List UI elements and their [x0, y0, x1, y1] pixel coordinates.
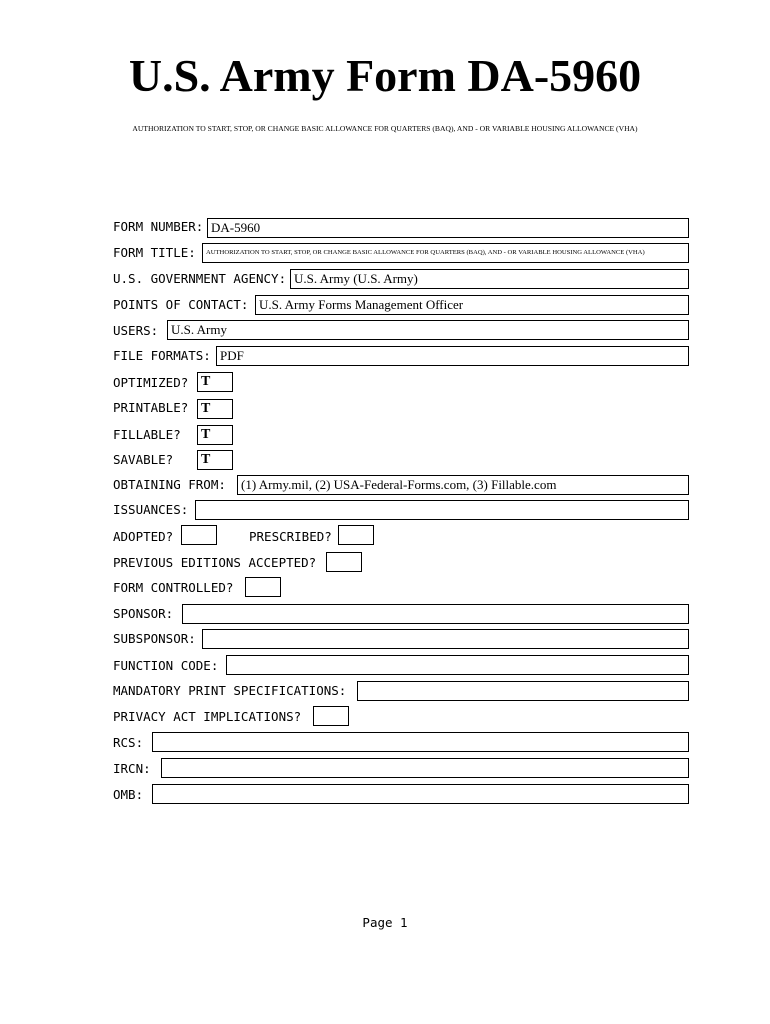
print-specs-label: MANDATORY PRINT SPECIFICATIONS: [113, 683, 347, 698]
subsponsor-label: SUBSPONSOR: [113, 631, 196, 646]
contact-field[interactable]: U.S. Army Forms Management Officer [255, 295, 689, 315]
ircn-label: IRCN: [113, 761, 151, 776]
optimized-label: OPTIMIZED? [113, 375, 189, 390]
file-formats-field[interactable]: PDF [216, 346, 689, 366]
page-subtitle: AUTHORIZATION TO START, STOP, OR CHANGE BASIC ALLOWANCE FOR QUARTERS (BAQ), AND - OR VARIABLE HOUSING ALLOWANCE (VHA) [132, 124, 638, 133]
page-title: U.S. Army Form DA-5960 [128, 50, 642, 101]
adopted-label: ADOPTED? [113, 529, 174, 544]
issuances-field[interactable] [195, 500, 689, 520]
printable-field[interactable]: T [197, 399, 233, 419]
prescribed-field[interactable] [338, 525, 374, 545]
function-code-label: FUNCTION CODE: [113, 658, 219, 673]
agency-label: U.S. GOVERNMENT AGENCY: [113, 271, 287, 286]
ircn-field[interactable] [161, 758, 689, 778]
form-controlled-field[interactable] [245, 577, 281, 597]
privacy-act-field[interactable] [313, 706, 349, 726]
omb-label: OMB: [113, 787, 144, 802]
fillable-field[interactable]: T [197, 425, 233, 445]
form-number-label: FORM NUMBER: [113, 219, 204, 234]
previous-editions-field[interactable] [326, 552, 362, 572]
page-number: Page 1 [362, 915, 408, 930]
contact-label: POINTS OF CONTACT: [113, 297, 249, 312]
file-formats-label: FILE FORMATS: [113, 348, 211, 363]
adopted-field[interactable] [181, 525, 217, 545]
subsponsor-field[interactable] [202, 629, 689, 649]
savable-label: SAVABLE? [113, 452, 174, 467]
savable-field[interactable]: T [197, 450, 233, 470]
form-controlled-label: FORM CONTROLLED? [113, 580, 234, 595]
privacy-act-label: PRIVACY ACT IMPLICATIONS? [113, 709, 302, 724]
form-title-label: FORM TITLE: [113, 245, 196, 260]
issuances-label: ISSUANCES: [113, 502, 189, 517]
obtaining-from-label: OBTAINING FROM: [113, 477, 226, 492]
obtaining-from-field[interactable]: (1) Army.mil, (2) USA-Federal-Forms.com, (3) Fillable.com [237, 475, 689, 495]
form-number-field[interactable]: DA-5960 [207, 218, 689, 238]
prescribed-label: PRESCRIBED? [249, 529, 332, 544]
users-field[interactable]: U.S. Army [167, 320, 689, 340]
omb-field[interactable] [152, 784, 689, 804]
rcs-label: RCS: [113, 735, 144, 750]
print-specs-field[interactable] [357, 681, 689, 701]
function-code-field[interactable] [226, 655, 689, 675]
fillable-label: FILLABLE? [113, 427, 181, 442]
optimized-field[interactable]: T [197, 372, 233, 392]
sponsor-label: SPONSOR: [113, 606, 174, 621]
users-label: USERS: [113, 323, 159, 338]
agency-field[interactable]: U.S. Army (U.S. Army) [290, 269, 689, 289]
previous-editions-label: PREVIOUS EDITIONS ACCEPTED? [113, 555, 317, 570]
form-title-field[interactable]: AUTHORIZATION TO START, STOP, OR CHANGE BASIC ALLOWANCE FOR QUARTERS (BAQ), AND - OR VARIABLE HOUSING ALLOWANCE (VHA) [202, 243, 689, 263]
sponsor-field[interactable] [182, 604, 689, 624]
rcs-field[interactable] [152, 732, 689, 752]
printable-label: PRINTABLE? [113, 400, 189, 415]
